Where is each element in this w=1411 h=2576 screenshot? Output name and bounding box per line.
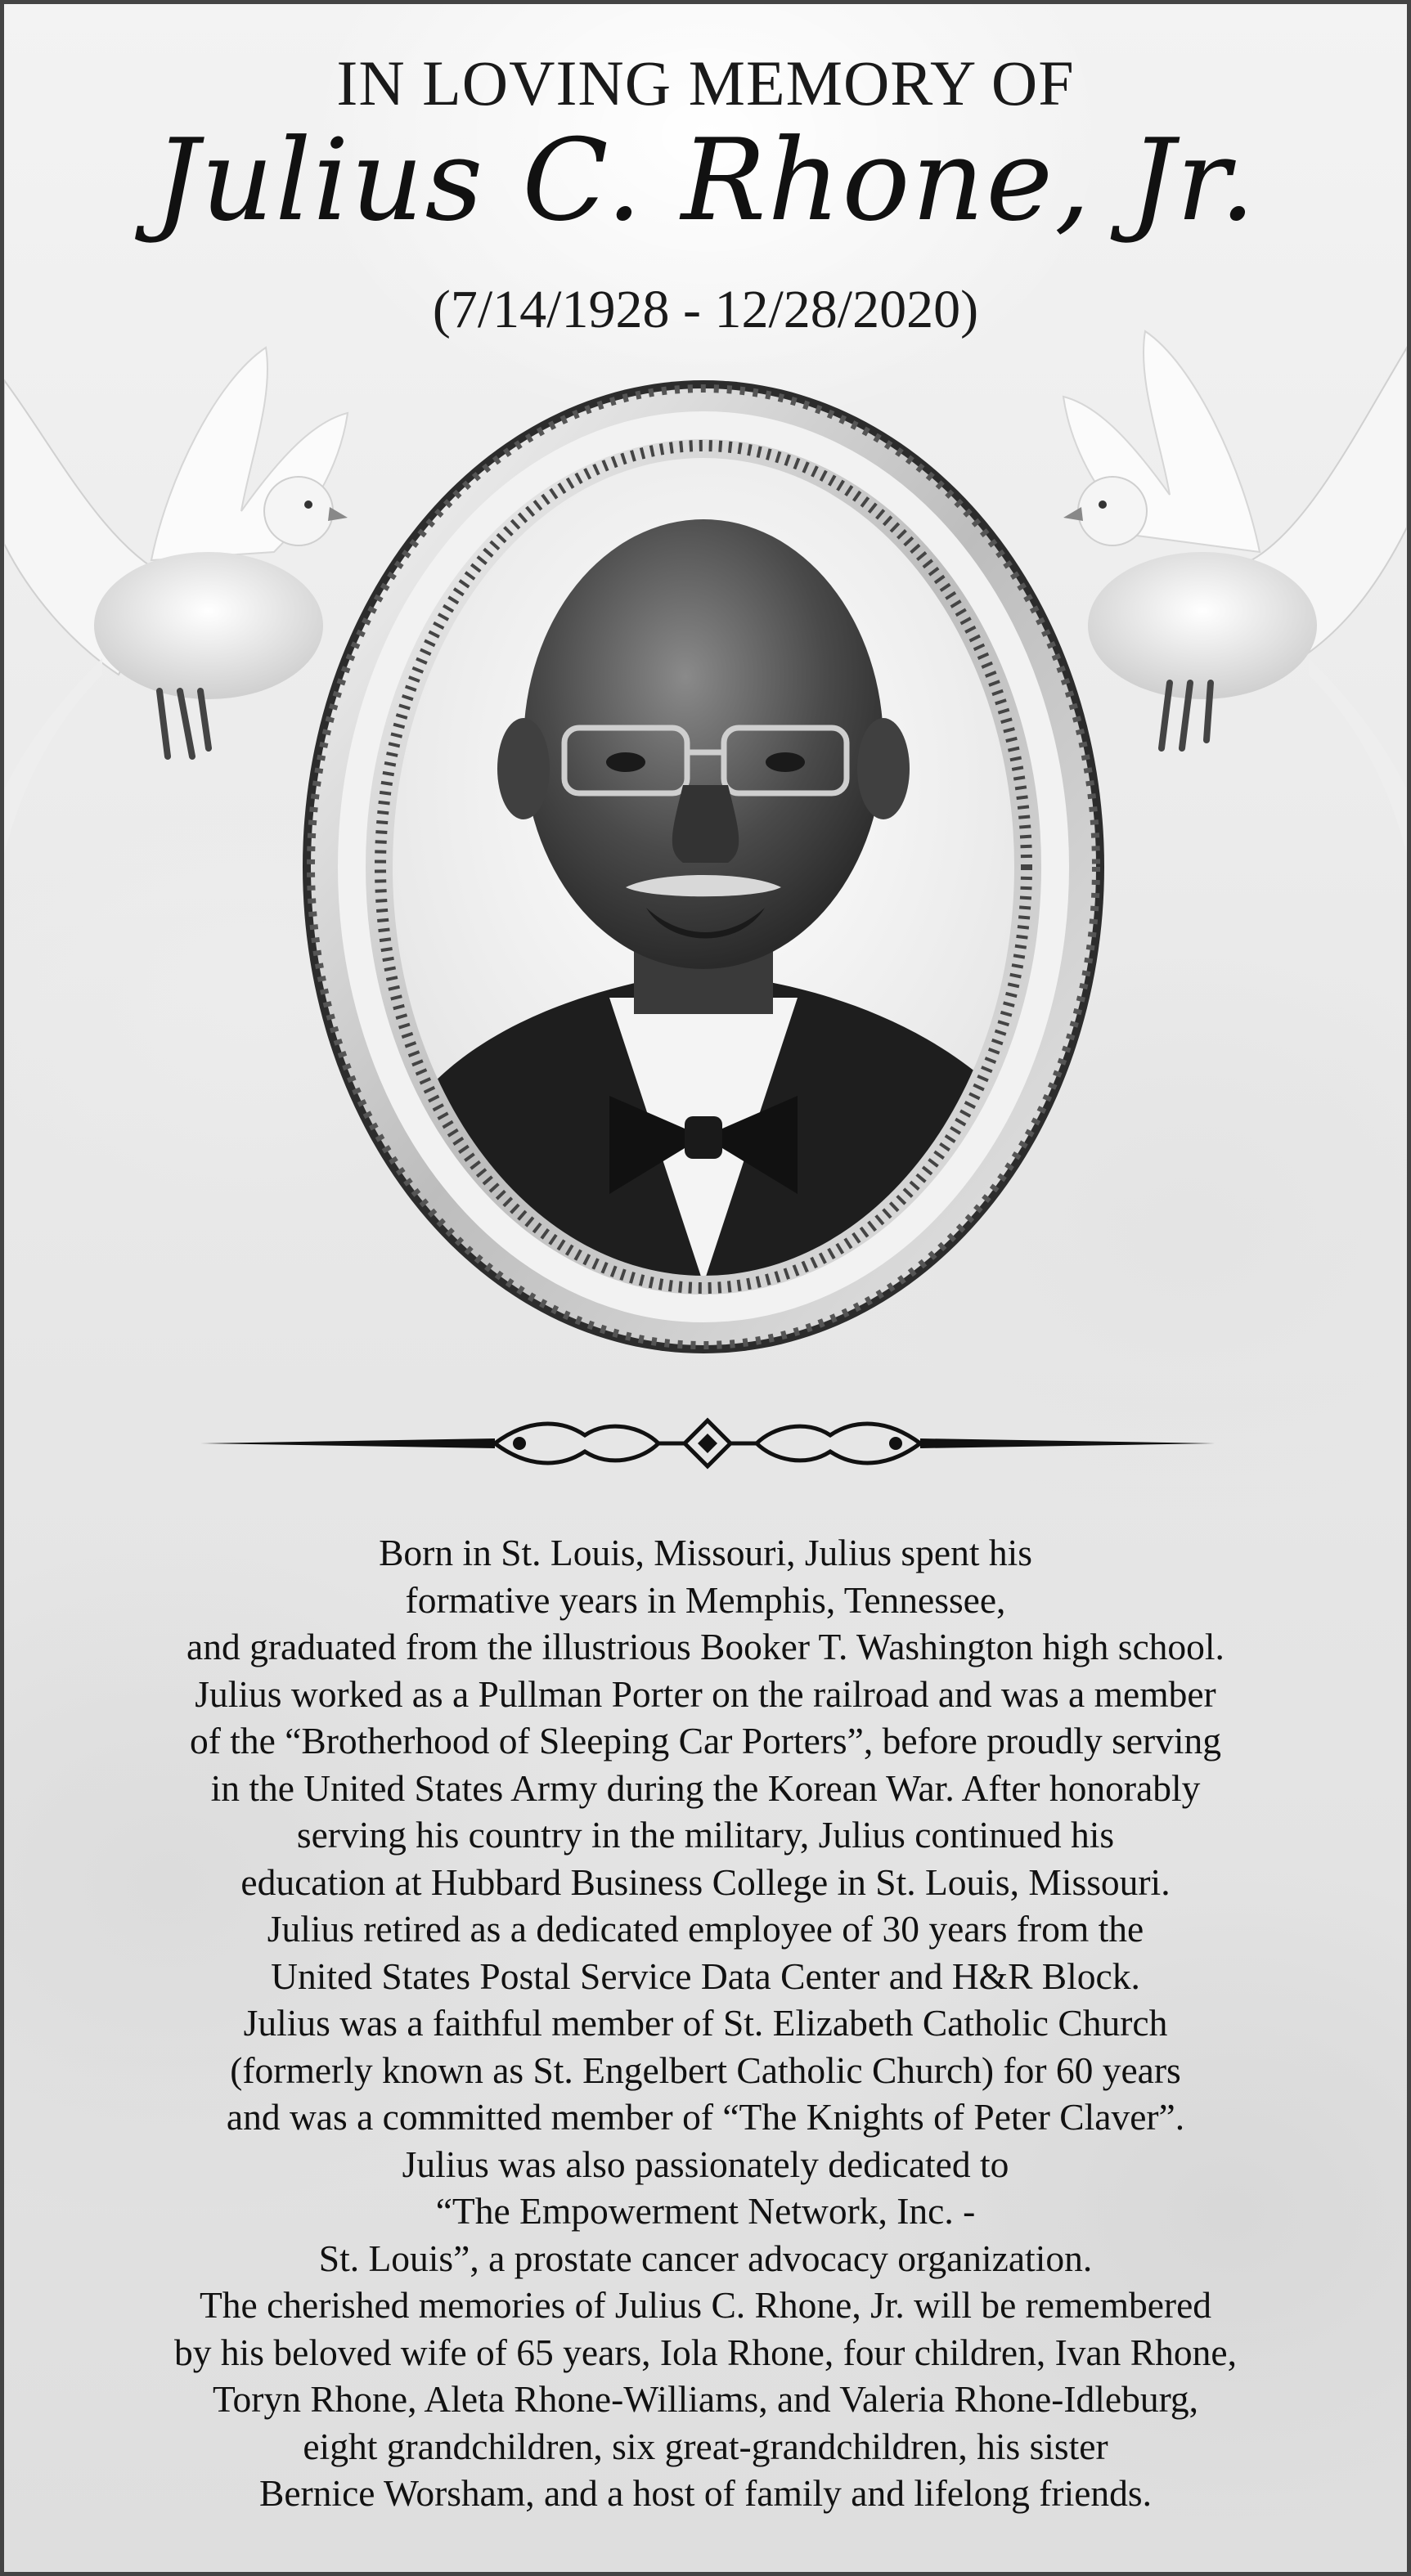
bio-line: Toryn Rhone, Aleta Rhone-Williams, and Valeria Rhone-Idleburg, bbox=[212, 2378, 1199, 2420]
bio-line: Born in St. Louis, Missouri, Julius spent his bbox=[379, 1532, 1032, 1573]
bio-line: (formerly known as St. Engelbert Catholic Church) for 60 years bbox=[230, 2049, 1181, 2091]
bio-line: St. Louis”, a prostate cancer advocacy organization. bbox=[318, 2237, 1093, 2279]
bio-line: in the United States Army during the Korean War. After honorably bbox=[210, 1766, 1201, 1809]
bio-line: of the “Brotherhood of Sleeping Car Porters”, before proudly serving bbox=[189, 1720, 1222, 1761]
bio-line: “The Empowerment Network, Inc. - bbox=[435, 2190, 976, 2232]
bio-line: Julius retired as a dedicated employee of 30 years from the bbox=[267, 1908, 1144, 1950]
bio-line: education at Hubbard Business College in St. Louis, Missouri. bbox=[240, 1860, 1171, 1903]
bio-line: and graduated from the illustrious Booker T. Washington high school. bbox=[186, 1626, 1225, 1667]
portrait-frame bbox=[299, 376, 1108, 1358]
biography-text bbox=[37, 1529, 1374, 2517]
ornamental-divider-icon bbox=[200, 1411, 1215, 1476]
bio-line: and was a committed member of “The Knights of Peter Claver”. bbox=[226, 2096, 1185, 2138]
bio-line: Julius was a faithful member of St. Elizabeth Catholic Church bbox=[243, 2002, 1168, 2044]
memorial-heading: IN LOVING MEMORY OF bbox=[336, 47, 1075, 119]
bio-line: United States Postal Service Data Center and H&R Block. bbox=[271, 1954, 1140, 1997]
bio-line: serving his country in the military, Julius continued his bbox=[296, 1814, 1115, 1856]
bio-line: by his beloved wife of 65 years, Iola Rhone, four children, Ivan Rhone, bbox=[174, 2331, 1237, 2373]
bio-line: eight grandchildren, six great-grandchildren, his sister bbox=[303, 2425, 1108, 2467]
life-dates: (7/14/1928 - 12/28/2020) bbox=[432, 280, 979, 339]
bio-line: Bernice Worsham, and a host of family and lifelong friends. bbox=[258, 2472, 1152, 2514]
bio-line: The cherished memories of Julius C. Rhone, Jr. will be remembered bbox=[199, 2284, 1212, 2326]
bio-line: Julius worked as a Pullman Porter on the railroad and was a member bbox=[195, 1672, 1216, 1715]
bio-line: Julius was also passionately dedicated to bbox=[402, 2143, 1009, 2185]
deceased-name: Julius C. Rhone, Jr. bbox=[154, 114, 1257, 246]
bio-line: formative years in Memphis, Tennessee, bbox=[405, 1578, 1006, 1621]
